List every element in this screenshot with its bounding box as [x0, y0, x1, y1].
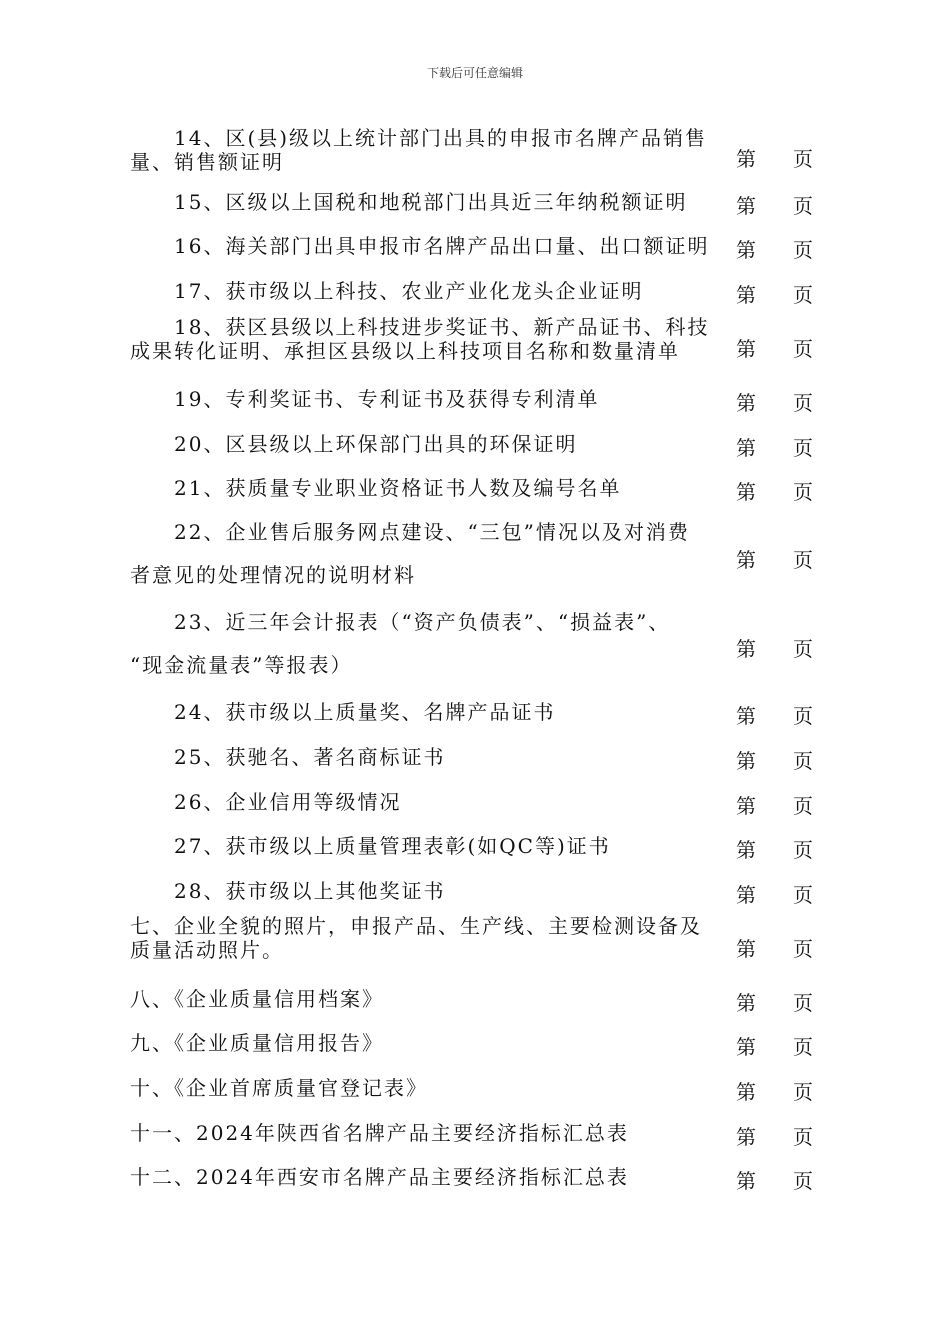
page-ref-di: 第 — [736, 337, 758, 361]
page-ref-di: 第 — [736, 637, 758, 661]
page-ref-di: 第 — [736, 147, 758, 171]
page-ref-ye: 页 — [793, 1125, 815, 1149]
entry-text — [130, 1031, 720, 1055]
page-ref-di: 第 — [736, 436, 758, 460]
page-ref-di: 第 — [736, 238, 758, 262]
entry-line: 17、获市级以上科技、农业产业化龙头企业证明 — [174, 279, 644, 303]
entry-line: 20、区县级以上环保部门出具的环保证明 — [174, 432, 578, 456]
entry-line: 18、获区县级以上科技进步奖证书、新产品证书、科技 — [174, 315, 710, 339]
entry-text — [130, 834, 720, 858]
page-ref-ye: 页 — [793, 238, 815, 262]
entry-text — [130, 1076, 720, 1100]
page-ref-ye: 页 — [793, 883, 815, 907]
entry-text — [130, 234, 720, 258]
entry-text — [130, 745, 720, 769]
page-ref-di: 第 — [736, 480, 758, 504]
entry-line: 26、企业信用等级情况 — [174, 790, 402, 814]
page-ref-ye: 页 — [793, 794, 815, 818]
page-ref-di: 第 — [736, 194, 758, 218]
entry-text — [130, 432, 720, 456]
entry-line: 28、获市级以上其他奖证书 — [174, 879, 446, 903]
page-ref-ye: 页 — [793, 1035, 815, 1059]
entry-line: 成果转化证明、承担区县级以上科技项目名称和数量清单 — [130, 339, 680, 363]
entry-text — [130, 1165, 720, 1189]
entry-line: 者意见的处理情况的说明材料 — [130, 563, 416, 587]
entry-text — [130, 126, 720, 174]
entry-line: 24、获市级以上质量奖、名牌产品证书 — [174, 700, 556, 724]
entry-line: 15、区级以上国税和地税部门出具近三年纳税额证明 — [174, 190, 688, 214]
page-ref-ye: 页 — [793, 480, 815, 504]
entry-line: 十一、2024年陕西省名牌产品主要经济指标汇总表 — [130, 1121, 629, 1145]
entry-line: 22、企业售后服务网点建设、“三包”情况以及对消费 — [174, 520, 690, 544]
entry-line: 七、企业全貌的照片，申报产品、生产线、主要检测设备及 — [130, 914, 702, 938]
page-ref-di: 第 — [736, 838, 758, 862]
entry-text — [130, 279, 720, 303]
entry-text — [130, 987, 720, 1011]
entry-line: 19、专利奖证书、专利证书及获得专利清单 — [174, 387, 600, 411]
entry-text — [130, 387, 720, 411]
page-ref-ye: 页 — [793, 391, 815, 415]
entry-line: 14、区(县)级以上统计部门出具的申报市名牌产品销售 — [174, 126, 708, 150]
page-ref-ye: 页 — [793, 194, 815, 218]
entry-text — [130, 1121, 720, 1145]
entry-text — [130, 914, 720, 962]
page-ref-di: 第 — [736, 794, 758, 818]
page-ref-ye: 页 — [793, 838, 815, 862]
page-ref-di: 第 — [736, 1169, 758, 1193]
page-ref-di: 第 — [736, 1080, 758, 1104]
entry-line: 23、近三年会计报表（“资产负债表”、“损益表”、 — [174, 610, 671, 634]
entry-line: 量、销售额证明 — [130, 150, 284, 174]
page-ref-ye: 页 — [793, 937, 815, 961]
entry-text — [130, 601, 720, 687]
entry-line: 质量活动照片。 — [130, 938, 284, 962]
page-header: 下载后可任意编辑 — [426, 66, 523, 80]
page-ref-di: 第 — [736, 937, 758, 961]
entry-text — [130, 190, 720, 214]
entry-line: 16、海关部门出具申报市名牌产品出口量、出口额证明 — [174, 234, 710, 258]
page-ref-di: 第 — [736, 1035, 758, 1059]
page-ref-ye: 页 — [793, 337, 815, 361]
page-ref-ye: 页 — [793, 749, 815, 773]
entry-text — [130, 790, 720, 814]
page-ref-di: 第 — [736, 749, 758, 773]
page-ref-ye: 页 — [793, 1169, 815, 1193]
page-ref-ye: 页 — [793, 704, 815, 728]
entry-text — [130, 511, 720, 597]
entry-line: 27、获市级以上质量管理表彰(如QC等)证书 — [174, 834, 611, 858]
page-ref-ye: 页 — [793, 548, 815, 572]
page-ref-ye: 页 — [793, 147, 815, 171]
page-ref-di: 第 — [736, 391, 758, 415]
page-ref-ye: 页 — [793, 283, 815, 307]
page-ref-di: 第 — [736, 283, 758, 307]
entry-line: 八、《企业质量信用档案》 — [130, 987, 384, 1011]
entry-line: 21、获质量专业职业资格证书人数及编号名单 — [174, 476, 622, 500]
entry-text — [130, 315, 720, 363]
entry-line: 十、《企业首席质量官登记表》 — [130, 1076, 428, 1100]
page-ref-di: 第 — [736, 704, 758, 728]
page-ref-ye: 页 — [793, 991, 815, 1015]
page-ref-di: 第 — [736, 991, 758, 1015]
entry-text — [130, 879, 720, 903]
entry-line: 25、获驰名、著名商标证书 — [174, 745, 446, 769]
page-ref-di: 第 — [736, 883, 758, 907]
page-ref-di: 第 — [736, 548, 758, 572]
entry-text — [130, 700, 720, 724]
page-ref-ye: 页 — [793, 1080, 815, 1104]
page-ref-ye: 页 — [793, 436, 815, 460]
entry-line: 十二、2024年西安市名牌产品主要经济指标汇总表 — [130, 1165, 629, 1189]
entry-text — [130, 476, 720, 500]
page-ref-di: 第 — [736, 1125, 758, 1149]
entry-line: 九、《企业质量信用报告》 — [130, 1031, 384, 1055]
entry-line: “现金流量表”等报表） — [130, 653, 353, 677]
page-ref-ye: 页 — [793, 637, 815, 661]
